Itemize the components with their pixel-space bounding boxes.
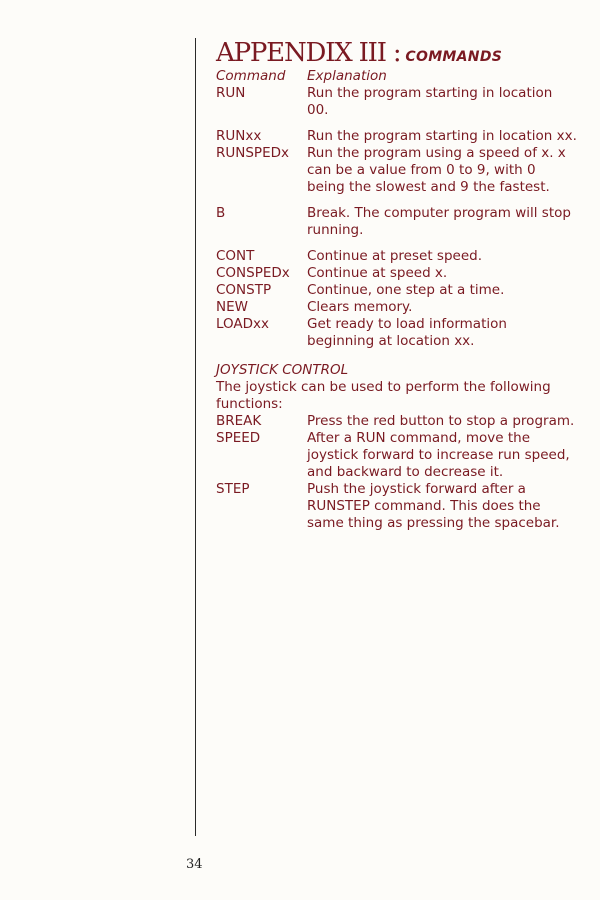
command-row: [216, 205, 586, 239]
command-row: [216, 282, 586, 299]
joystick-explanation: Press the red button to stop a program.: [307, 413, 575, 429]
command-name: RUNSPEDx: [216, 145, 289, 161]
joystick-row: [216, 481, 586, 532]
command-name: CONT: [216, 248, 255, 264]
command-explanation: Get ready to load information beginning at location xx.: [307, 316, 507, 349]
command-row: [216, 128, 586, 145]
joystick-explanation: After a RUN command, move the joystick forward to increase run speed, and backward to decrease it.: [307, 430, 570, 480]
command-explanation: Run the program using a speed of x. x can be a value from 0 to 9, with 0 being the slowest and 9 the fastest.: [307, 145, 566, 195]
command-name: NEW: [216, 299, 248, 315]
command-name: LOADxx: [216, 316, 270, 332]
command-explanation: Continue at preset speed.: [307, 248, 482, 264]
command-row: [216, 248, 586, 265]
joystick-intro: The joystick can be used to perform the following functions:: [216, 379, 551, 412]
command-explanation: Continue, one step at a time.: [307, 282, 505, 298]
command-name: CONSTP: [216, 282, 272, 298]
appendix-title: APPENDIX III :: [216, 38, 401, 68]
command-row: [216, 316, 586, 350]
column-header-command: Command: [216, 68, 286, 84]
command-row: [216, 145, 586, 196]
command-name: RUNxx: [216, 128, 262, 144]
command-explanation: Run the program starting in location xx.: [307, 128, 577, 144]
column-headers: [216, 68, 586, 85]
joystick-explanation: Push the joystick forward after a RUNSTEP command. This does the same thing as pressing the spacebar.: [307, 481, 560, 531]
joystick-section-title: JOYSTICK CONTROL: [216, 362, 349, 378]
appendix-content: [216, 34, 586, 532]
command-name: B: [216, 205, 226, 221]
column-header-explanation: Explanation: [307, 68, 387, 84]
command-explanation: Clears memory.: [307, 299, 413, 315]
command-name: RUN: [216, 85, 246, 101]
margin-rule: [195, 38, 196, 836]
joystick-function: SPEED: [216, 430, 261, 446]
appendix-heading: [216, 34, 586, 66]
joystick-function: STEP: [216, 481, 250, 497]
command-row: [216, 85, 586, 119]
command-explanation: Continue at speed x.: [307, 265, 448, 281]
joystick-function: BREAK: [216, 413, 262, 429]
command-row: [216, 265, 586, 282]
command-explanation: Break. The computer program will stop running.: [307, 205, 571, 238]
appendix-subtitle: COMMANDS: [405, 49, 503, 65]
command-name: CONSPEDx: [216, 265, 290, 281]
command-row: [216, 299, 586, 316]
command-explanation: Run the program starting in location 00.: [307, 85, 553, 118]
joystick-row: [216, 413, 586, 430]
joystick-row: [216, 430, 586, 481]
page-number: 34: [186, 857, 203, 872]
